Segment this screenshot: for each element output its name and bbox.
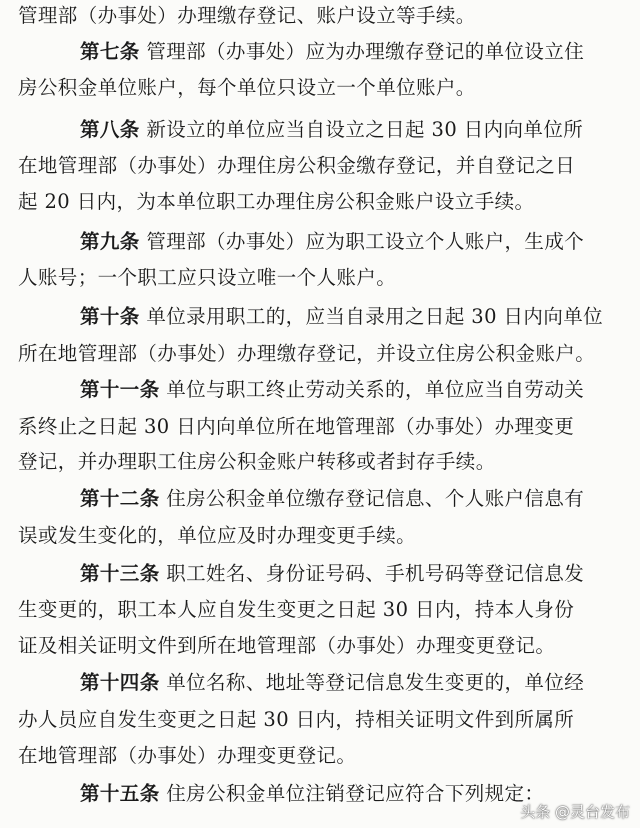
article-9-heading-line: 第九条 管理部（办事处）应为职工设立个人账户，生成个: [80, 230, 585, 253]
article-label: 第十四条: [80, 671, 160, 694]
text-line-8: 人账号；一个职工应只设立唯一个人账户。: [18, 266, 397, 289]
article-label: 第十三条: [80, 562, 160, 585]
text-line-12: 系终止之日起 30 日内向单位所在地管理部（办事处）办理变更: [18, 415, 575, 438]
text-line-13: 登记，并办理职工住房公积金账户转移或者封存手续。: [18, 450, 496, 473]
text-line-5: 在地管理部（办事处）办理住房公积金缴存登记，并自登记之日: [18, 154, 576, 177]
text-line-20: 办人员应自发生变更之日起 30 日内，持相关证明文件到所属所: [18, 708, 575, 731]
article-14-heading-line: 第十四条 单位名称、地址等登记信息发生变更的，单位经: [80, 671, 585, 694]
article-11-heading-line: 第十一条 单位与职工终止劳动关系的，单位应当自劳动关: [80, 378, 585, 401]
text-line-1: 管理部（办事处）办理缴存登记、账户设立等手续。: [18, 4, 476, 27]
article-12-heading-line: 第十二条 住房公积金单位缴存登记信息、个人账户信息有: [80, 487, 585, 510]
article-label: 第八条: [80, 118, 140, 141]
text-line-10: 所在地管理部（办事处）办理缴存登记，并设立住房公积金账户。: [18, 342, 596, 365]
article-label: 第十五条: [80, 782, 160, 805]
text-line-3: 房公积金单位账户，每个单位只设立一个单位账户。: [18, 76, 476, 99]
article-label: 第十条: [80, 305, 140, 328]
source-watermark: 头条 @灵台发布: [520, 803, 630, 821]
article-label: 第十一条: [80, 378, 160, 401]
article-label: 第七条: [80, 40, 140, 63]
text-line-21: 在地管理部（办事处）办理变更登记。: [18, 744, 357, 767]
text-line-15: 误或发生变化的，单位应及时办理变更手续。: [18, 524, 417, 547]
text-line-6: 起 20 日内，为本单位职工办理住房公积金账户设立手续。: [18, 190, 535, 213]
article-10-heading-line: 第十条 单位录用职工的，应当自录用之日起 30 日内向单位: [80, 305, 604, 328]
article-7-heading-line: 第七条 管理部（办事处）应为办理缴存登记的单位设立住: [80, 40, 585, 63]
article-8-heading-line: 第八条 新设立的单位应当自设立之日起 30 日内向单位所: [80, 118, 584, 141]
text-line-18: 证及相关证明文件到所在地管理部（办事处）办理变更登记。: [18, 634, 556, 657]
article-label: 第九条: [80, 230, 140, 253]
text-line-17: 生变更的，职工本人应自发生变更之日起 30 日内，持本人身份: [18, 598, 575, 621]
article-15-heading-line: 第十五条 住房公积金单位注销登记应符合下列规定：: [80, 782, 545, 805]
article-label: 第十二条: [80, 487, 160, 510]
article-13-heading-line: 第十三条 职工姓名、身份证号码、手机号码等登记信息发: [80, 562, 585, 585]
